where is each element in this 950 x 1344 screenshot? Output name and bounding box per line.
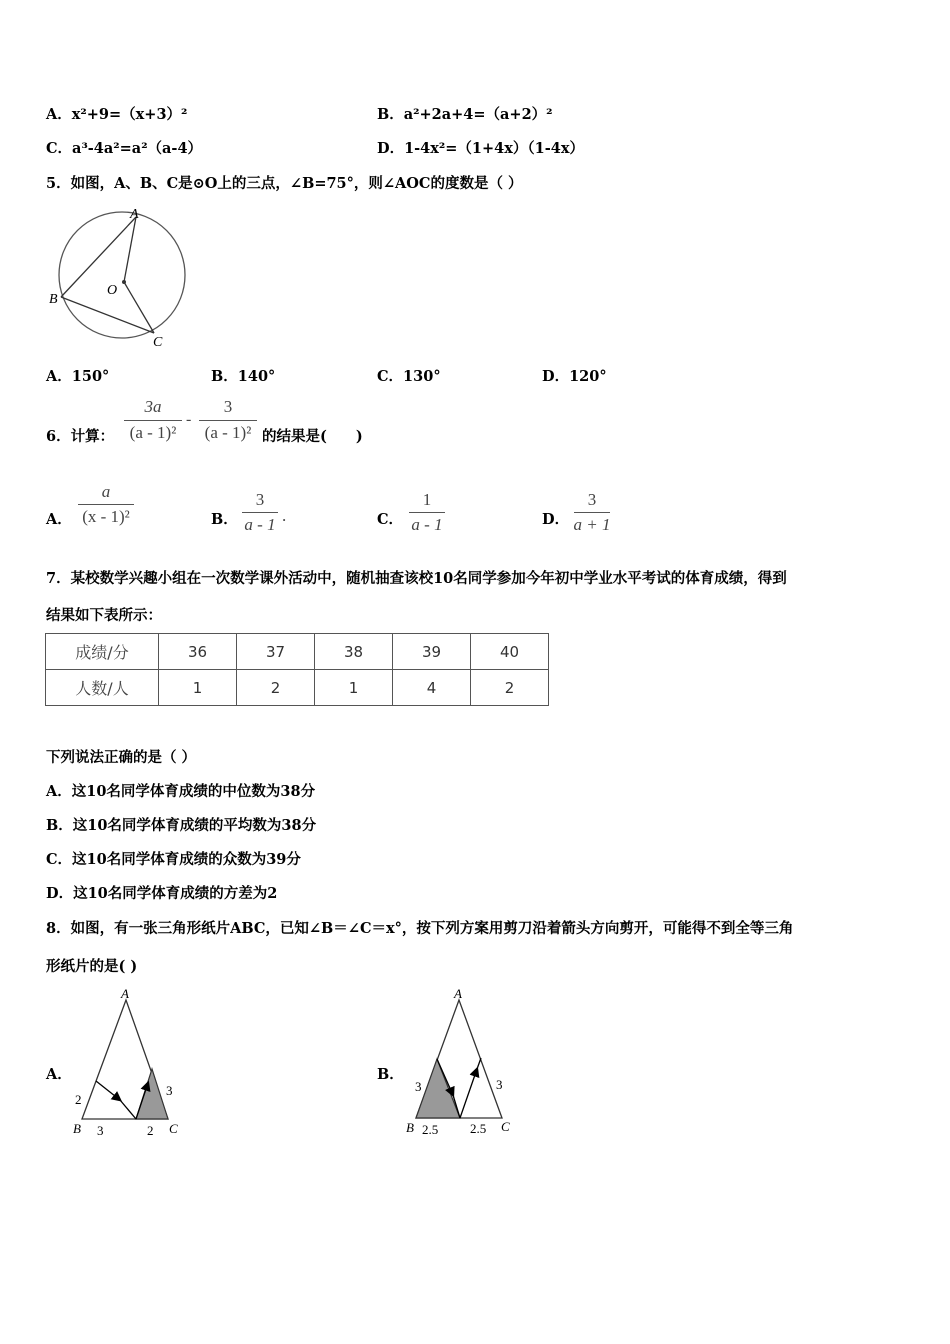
- q6-option-d-fraction: 3 a + 1: [573, 490, 611, 534]
- length-label: 3: [166, 1083, 173, 1098]
- length-label: 2.5: [470, 1121, 487, 1136]
- q8-figure-a: [70, 985, 190, 1140]
- point-label-b: B: [49, 292, 58, 307]
- table-cell: 4: [393, 670, 471, 706]
- q6-option-b-label: B．: [211, 511, 238, 528]
- vertex-label-a: A: [454, 986, 462, 1001]
- vertex-label-c: C: [501, 1119, 510, 1134]
- q6-option-b-fraction: 3 a - 1: [240, 490, 280, 538]
- length-label: 3: [415, 1079, 422, 1094]
- q7-question: 下列说法正确的是（ ）: [46, 749, 197, 766]
- q7-score-table: [45, 633, 549, 706]
- center-point: [122, 280, 126, 284]
- table-row: [46, 634, 549, 670]
- circle-o: [59, 212, 185, 338]
- q8-option-a-label: A．: [46, 1066, 72, 1083]
- q6-option-a-fraction: a (x - 1)²: [76, 482, 136, 534]
- q6-stem-suffix: 的结果是( ): [262, 428, 363, 445]
- length-label: 3: [97, 1123, 104, 1138]
- q4-option-d: D．1-4x²=（1+4x）（1-4x）: [377, 140, 584, 157]
- q5-circle-figure: [44, 205, 194, 350]
- q5-option-b: B．140°: [211, 368, 276, 385]
- point-label-c: C: [153, 335, 163, 350]
- q5-stem: 5．如图，A、B、C是⊙O上的三点，∠B=75°，则∠AOC的度数是（ ）: [46, 175, 523, 192]
- table-cell: 2: [471, 670, 549, 706]
- q5-option-a: A．150°: [46, 368, 110, 385]
- q6-option-c-label: C．: [377, 511, 404, 528]
- length-label: 2: [75, 1092, 82, 1107]
- q6-fraction-2: 3 (a - 1)²: [197, 397, 259, 447]
- q4-option-a: A．x²+9=（x+3）²: [46, 106, 188, 123]
- cut-line-2: [477, 1058, 481, 1069]
- q4-option-b: B．a²+2a+4=（a+2）²: [377, 106, 553, 123]
- table-cell: 37: [237, 634, 315, 670]
- q6-option-c-fraction: 1 a - 1: [407, 490, 447, 538]
- point-label-o: O: [107, 283, 118, 298]
- chord-ab: [61, 217, 136, 297]
- q8-stem-line1: 8．如图，有一张三角形纸片ABC，已知∠B＝∠C＝x°，按下列方案用剪刀沿着箭头方向剪开，可能得不到全等三角: [46, 920, 794, 937]
- q7-stem-line1: 7．某校数学兴趣小组在一次数学课外活动中，随机抽查该校10名同学参加今年初中学业水平考试的体育成绩，得到: [46, 570, 787, 587]
- q8-stem-line2: 形纸片的是( ): [46, 958, 138, 975]
- chord-bc: [61, 297, 154, 333]
- q6-minus-sign: -: [186, 411, 192, 428]
- table-cell: 40: [471, 634, 549, 670]
- q7-stem-line2: 结果如下表所示：: [46, 607, 162, 624]
- table-cell: 39: [393, 634, 471, 670]
- q7-option-b: B．这10名同学体育成绩的平均数为38分: [46, 817, 317, 834]
- vertex-label-b: B: [73, 1121, 81, 1136]
- length-label: 2: [147, 1123, 154, 1138]
- q8-option-b-label: B．: [377, 1066, 404, 1083]
- table-cell: 1: [315, 670, 393, 706]
- q7-option-c: C．这10名同学体育成绩的众数为39分: [46, 851, 301, 868]
- q7-option-a: A．这10名同学体育成绩的中位数为38分: [46, 783, 316, 800]
- q6-option-d-label: D．: [542, 511, 570, 528]
- q5-option-c: C．130°: [377, 368, 441, 385]
- radius-oa: [124, 217, 136, 282]
- q8-figure-b: [403, 985, 523, 1140]
- q4-option-c: C．a³-4a²=a²（a-4）: [46, 140, 203, 157]
- length-label: 3: [496, 1077, 503, 1092]
- shaded-triangle: [136, 1069, 168, 1119]
- table-cell: 36: [159, 634, 237, 670]
- cut-arrow-2: [460, 1069, 477, 1118]
- cut-line-1: [120, 1100, 136, 1119]
- vertex-label-b: B: [406, 1120, 414, 1135]
- table-row: [46, 670, 549, 706]
- table-cell: 38: [315, 634, 393, 670]
- q6-option-b-period: .: [282, 506, 287, 525]
- q7-option-d: D．这10名同学体育成绩的方差为2: [46, 885, 278, 902]
- q6-option-a-label: A．: [46, 511, 72, 528]
- q6-stem-prefix: 6．计算：: [46, 428, 115, 445]
- cut-arrow-1: [96, 1081, 120, 1100]
- length-label: 2.5: [422, 1122, 439, 1137]
- vertex-label-a: A: [121, 986, 129, 1001]
- shaded-triangle: [416, 1059, 460, 1118]
- table-header-score: 成绩/分: [46, 634, 159, 670]
- table-cell: 1: [159, 670, 237, 706]
- table-cell: 2: [237, 670, 315, 706]
- vertex-label-c: C: [169, 1121, 178, 1136]
- radius-oc: [124, 282, 154, 333]
- table-header-count: 人数/人: [46, 670, 159, 706]
- point-label-a: A: [130, 207, 139, 222]
- q6-fraction-1: 3a (a - 1)²: [122, 397, 184, 447]
- q5-option-d: D．120°: [542, 368, 607, 385]
